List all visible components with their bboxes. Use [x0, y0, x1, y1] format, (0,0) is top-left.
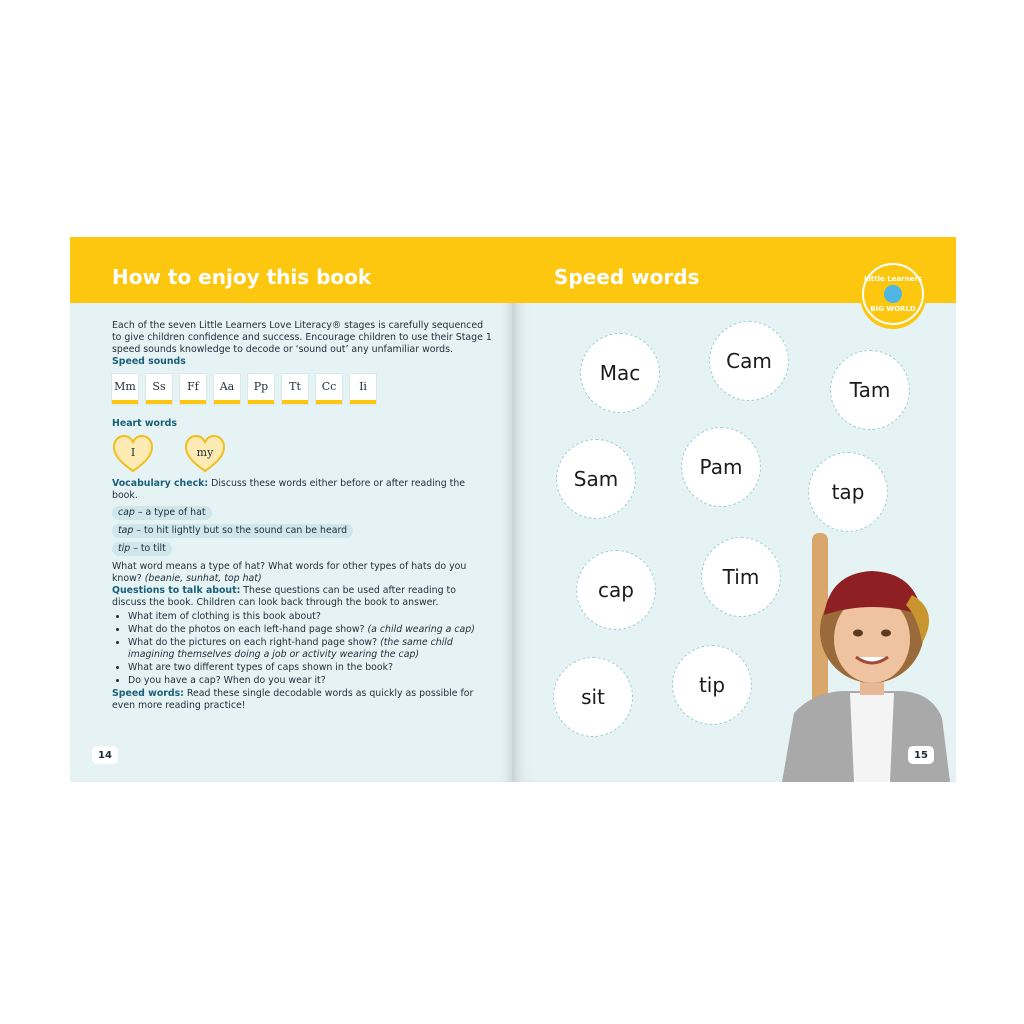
speed-sound-tile: Ff: [180, 374, 206, 404]
vocab-item: tap – to hit lightly but so the sound can be heard: [112, 524, 353, 538]
speed-word: Tam: [830, 350, 910, 430]
speed-word: tip: [672, 645, 752, 725]
speed-sound-tile: Ss: [146, 374, 172, 404]
brand-logo: [860, 237, 926, 329]
speed-word: sit: [553, 657, 633, 737]
question-item: • What are two different types of caps shown in the book?: [128, 662, 492, 674]
speed-sound-tile: Mm: [112, 374, 138, 404]
heart-word: [184, 434, 226, 474]
question-item: • What item of clothing is this book about?: [128, 611, 492, 623]
page-number: 14: [92, 746, 118, 764]
logo-line-2: BIG WORLD: [870, 305, 916, 313]
question-item: • What do the photos on each left-hand page show? (a child wearing a cap): [128, 624, 492, 636]
heart-word: [112, 434, 154, 474]
open-book: [70, 237, 956, 782]
speed-word: Tim: [701, 537, 781, 617]
heart-word-label: my: [196, 446, 214, 459]
heart-words-list: [112, 434, 492, 474]
vocab-question: What word means a type of hat? What words for other types of hats do you know? (beanie, sunhat, top hat): [112, 561, 467, 584]
speed-word: cap: [576, 550, 656, 630]
globe-icon: [884, 285, 902, 303]
speed-word: Sam: [556, 439, 636, 519]
speed-sounds-list: [112, 374, 492, 404]
questions-list: [112, 611, 492, 687]
speed-sound-tile: Cc: [316, 374, 342, 404]
intro-text: Each of the seven Little Learners Love Literacy® stages is carefully sequenced to give children confidence and success. Encourage children to use their Stage 1 speed sounds knowledge to decode or ‘sound out’ any unfamiliar words.: [112, 320, 492, 355]
speed-word: Pam: [681, 427, 761, 507]
page-right: [512, 237, 956, 782]
speed-word: Cam: [709, 321, 789, 401]
vocab-item: tip – to tilt: [112, 542, 172, 556]
question-item: • What do the pictures on each right-hand page show? (the same child imagining themselves doing a job or activity wearing the cap): [128, 637, 492, 661]
speed-sound-tile: Ii: [350, 374, 376, 404]
child-with-bat-photo: [772, 533, 952, 782]
page-left: [70, 237, 512, 782]
question-item: • Do you have a cap? When do you wear it?: [128, 675, 492, 687]
speed-sounds-heading: Speed sounds: [112, 356, 186, 367]
page-title: Speed words: [554, 265, 700, 289]
page-body: [112, 320, 492, 712]
page-title: How to enjoy this book: [112, 265, 372, 289]
questions-intro: Questions to talk about: These questions can be used after reading to discuss the book. Children can look back through the book to answer.: [112, 585, 456, 608]
heart-words-heading: Heart words: [112, 418, 177, 429]
speed-sound-tile: Pp: [248, 374, 274, 404]
logo-line-1: Little Learners: [864, 275, 922, 283]
vocab-check: Vocabulary check: Discuss these words either before or after reading the book.: [112, 478, 466, 501]
page-number: 15: [908, 746, 934, 764]
speed-sound-tile: Tt: [282, 374, 308, 404]
speed-word: tap: [808, 452, 888, 532]
speed-words-note: Speed words: Read these single decodable words as quickly as possible for even more reading practice!: [112, 688, 474, 711]
speed-sound-tile: Aa: [214, 374, 240, 404]
vocab-item: cap – a type of hat: [112, 506, 212, 520]
heart-word-label: I: [130, 446, 136, 459]
speed-word: Mac: [580, 333, 660, 413]
